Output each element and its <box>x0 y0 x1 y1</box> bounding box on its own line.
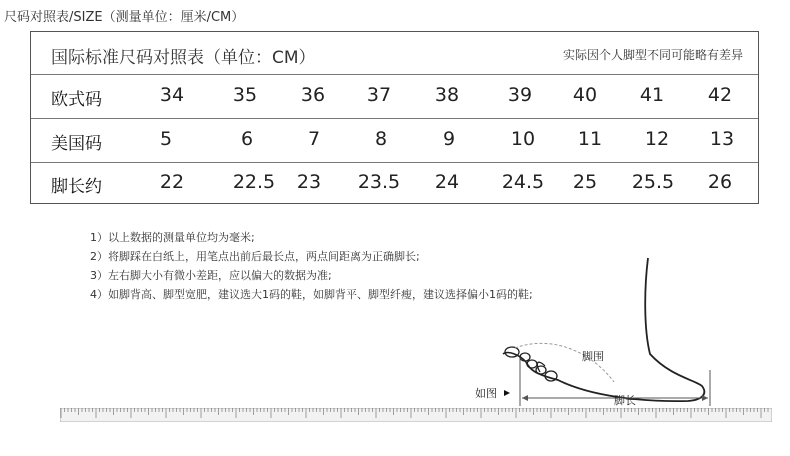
row-label: 美国码 <box>51 134 102 154</box>
table-cell: 40 <box>572 84 598 106</box>
size-chart-table <box>30 31 759 204</box>
table-cell: 25 <box>572 171 598 193</box>
table-cell: 26 <box>707 171 733 193</box>
table-cell: 25.5 <box>631 171 675 193</box>
note-item: 1）以上数据的测量单位均为毫米; <box>90 231 255 244</box>
table-cell: 36 <box>300 84 326 106</box>
table-row-eu <box>31 75 758 119</box>
page-title: 尺码对照表/SIZE（测量单位：厘米/CM） <box>4 10 245 25</box>
row-label: 脚长约 <box>51 177 102 197</box>
arrow-right-icon <box>504 390 510 396</box>
example-label: 如图 <box>475 387 497 400</box>
note-item: 4）如脚背高、脚型宽肥，建议选大1码的鞋，如脚背平、脚型纤瘦，建议选择偏小1码的鞋; <box>90 288 533 301</box>
table-cell: 7 <box>307 128 321 150</box>
table-note: 实际因个人脚型不同可能略有差异 <box>562 48 743 62</box>
table-cell: 12 <box>644 128 670 150</box>
table-cell: 13 <box>709 128 735 150</box>
ruler-graphic <box>60 408 772 422</box>
table-cell: 22.5 <box>232 171 276 193</box>
table-cell: 24 <box>434 171 460 193</box>
table-cell: 41 <box>639 84 665 106</box>
table-cell: 24.5 <box>501 171 545 193</box>
table-cell: 39 <box>507 84 533 106</box>
note-item: 2）将脚踩在白纸上，用笔点出前后最长点，两点间距离为正确脚长; <box>90 250 420 263</box>
table-cell: 23.5 <box>357 171 401 193</box>
table-cell: 42 <box>707 84 733 106</box>
table-cell: 5 <box>159 128 173 150</box>
table-cell: 6 <box>240 128 254 150</box>
table-cell: 34 <box>159 84 185 106</box>
table-cell: 11 <box>577 128 603 150</box>
girth-label: 脚围 <box>582 350 604 363</box>
table-title: 国际标准尺码对照表（单位：CM） <box>51 48 316 68</box>
table-cell: 23 <box>296 171 322 193</box>
length-label: 脚长 <box>614 394 636 407</box>
table-cell: 8 <box>374 128 388 150</box>
table-row-us <box>31 119 758 163</box>
table-cell: 38 <box>434 84 460 106</box>
table-header <box>31 32 758 75</box>
table-cell: 9 <box>442 128 456 150</box>
table-row-foot-length <box>31 162 758 203</box>
table-cell: 10 <box>510 128 536 150</box>
table-cell: 22 <box>159 171 185 193</box>
table-cell: 37 <box>366 84 392 106</box>
table-cell: 35 <box>232 84 258 106</box>
row-label: 欧式码 <box>51 90 102 110</box>
note-item: 3）左右脚大小有微小差距，应以偏大的数据为准; <box>90 269 332 282</box>
